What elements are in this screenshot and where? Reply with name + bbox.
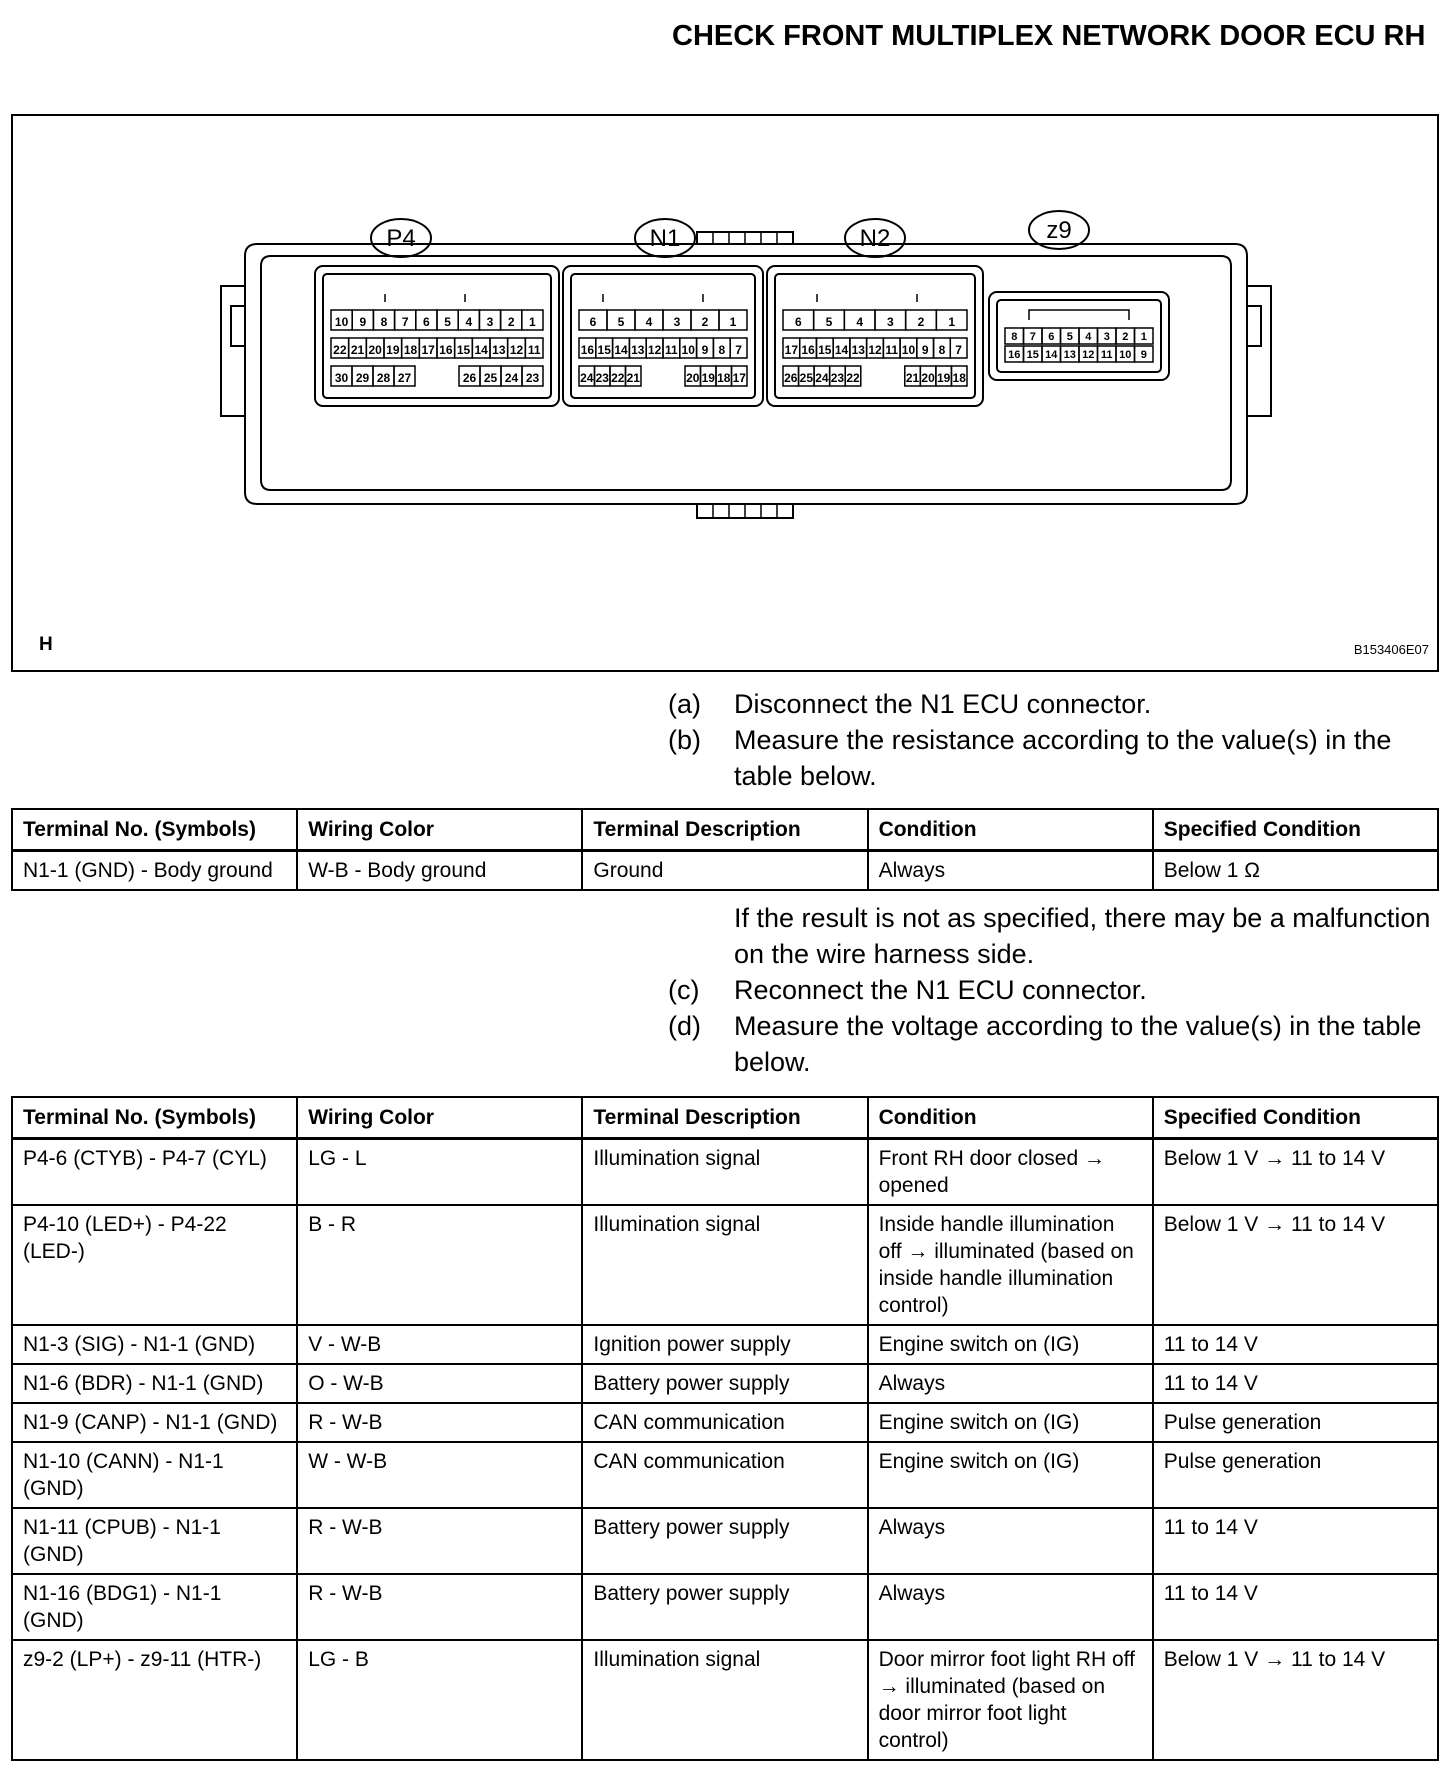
- voltage-table: [11, 1096, 1439, 1761]
- pin-number: 17: [784, 343, 799, 357]
- cell-wiring-color: R - W-B: [297, 1508, 582, 1574]
- cell-specified: 11 to 14 V: [1153, 1364, 1438, 1403]
- pin-number: 27: [397, 371, 412, 385]
- connector-label: N2: [859, 225, 891, 252]
- header-condition: Condition: [868, 809, 1153, 851]
- cell-specified: Below 1 Ω: [1153, 851, 1438, 891]
- pin-number: 11: [665, 343, 678, 357]
- step-a: [668, 686, 1448, 722]
- pin-number: 9: [921, 343, 929, 357]
- pin-number: 7: [1029, 331, 1036, 343]
- pin-number: 5: [1066, 331, 1073, 343]
- pin-number: 4: [856, 315, 864, 329]
- pin-number: 19: [701, 371, 715, 385]
- connector-label: N1: [649, 225, 681, 252]
- pin-number: 12: [868, 343, 882, 357]
- step-label: (b): [668, 725, 701, 755]
- header-terminal-description: Terminal Description: [582, 1097, 867, 1139]
- pin-number: 24: [504, 371, 519, 385]
- cell-terminal: N1-3 (SIG) - N1-1 (GND): [12, 1325, 297, 1364]
- ecu-housing: [245, 244, 1247, 504]
- pin-number: 1: [529, 315, 536, 329]
- pin-number: 10: [681, 343, 695, 357]
- cell-wiring-color: LG - B: [297, 1640, 582, 1760]
- pin-number: 12: [647, 343, 662, 357]
- header-specified-condition: Specified Condition: [1153, 1097, 1438, 1139]
- pin-number: 4: [465, 315, 473, 329]
- step-text: Measure the voltage according to the value(s) in the table below.: [734, 1011, 1422, 1077]
- pin-number: 3: [886, 315, 894, 329]
- cell-terminal: N1-11 (CPUB) - N1-1 (GND): [12, 1508, 297, 1574]
- cell-description: Battery power supply: [582, 1364, 867, 1403]
- cell-condition: Engine switch on (IG): [868, 1442, 1153, 1508]
- pin-number: 17: [421, 343, 435, 357]
- cell-condition: Always: [868, 1364, 1153, 1403]
- procedure-steps-2: [668, 900, 1448, 1080]
- guide-tick: [603, 294, 703, 302]
- step-c: [668, 972, 1448, 1008]
- connector-diagram: [11, 114, 1439, 672]
- pin-number: 5: [617, 315, 625, 329]
- pin-number: 24: [580, 371, 594, 385]
- cell-terminal: N1-10 (CANN) - N1-1 (GND): [12, 1442, 297, 1508]
- pin-number: 8: [380, 315, 388, 329]
- pin-number: 25: [483, 371, 498, 385]
- pin-number: 14: [1045, 349, 1058, 361]
- pin-number: 30: [334, 371, 349, 385]
- pin-number: 2: [917, 315, 925, 329]
- pin-number: 28: [376, 371, 391, 385]
- table-row: [12, 1574, 1438, 1640]
- cell-wiring-color: LG - L: [297, 1139, 582, 1206]
- cell-terminal: P4-10 (LED+) - P4-22 (LED-): [12, 1205, 297, 1325]
- pin-number: 17: [732, 371, 746, 385]
- cell-specified: 11 to 14 V: [1153, 1574, 1438, 1640]
- pin-number: 8: [938, 343, 946, 357]
- pin-number: 6: [1048, 331, 1055, 343]
- pin-number: 19: [936, 371, 951, 385]
- resistance-table: [11, 808, 1439, 891]
- cell-description: Battery power supply: [582, 1508, 867, 1574]
- step-label: (d): [668, 1011, 701, 1041]
- cell-condition: Always: [868, 851, 1153, 891]
- cell-condition: Engine switch on (IG): [868, 1403, 1153, 1442]
- pin-number: 14: [614, 343, 628, 357]
- note-text: If the result is not as specified, there may be a malfunction on the wire harness side.: [734, 903, 1431, 969]
- step-label: (c): [668, 975, 700, 1005]
- cell-condition: Always: [868, 1508, 1153, 1574]
- table-row: [12, 1640, 1438, 1760]
- pin-number: 6: [423, 315, 430, 329]
- pin-number: 11: [1100, 349, 1113, 361]
- procedure-steps-1: [668, 686, 1448, 794]
- cell-terminal: z9-2 (LP+) - z9-11 (HTR-): [12, 1640, 297, 1760]
- cell-condition: Door mirror foot light RH off → illuminated (based on door mirror foot light control): [868, 1640, 1153, 1760]
- figure-code: B153406E07: [1353, 642, 1429, 657]
- pin-number: 25: [799, 371, 814, 385]
- pin-number: 22: [611, 371, 625, 385]
- cell-description: Battery power supply: [582, 1574, 867, 1640]
- cell-description: CAN communication: [582, 1442, 867, 1508]
- pin-number: 4: [1085, 331, 1092, 343]
- step-text: Reconnect the N1 ECU connector.: [734, 975, 1147, 1005]
- cell-wiring-color: R - W-B: [297, 1403, 582, 1442]
- pin-number: 4: [645, 315, 653, 329]
- pin-number: 10: [334, 315, 349, 329]
- pin-number: 18: [952, 371, 966, 385]
- table-row: [12, 1325, 1438, 1364]
- pin-number: 9: [701, 343, 709, 357]
- pin-number: 1: [948, 315, 956, 329]
- header-terminal: Terminal No. (Symbols): [12, 809, 297, 851]
- cell-specified: Below 1 V → 11 to 14 V: [1153, 1205, 1438, 1325]
- pin-number: 20: [686, 371, 700, 385]
- cell-terminal: N1-6 (BDR) - N1-1 (GND): [12, 1364, 297, 1403]
- pin-number: 3: [673, 315, 681, 329]
- pin-number: 20: [368, 343, 382, 357]
- pin-number: 15: [597, 343, 611, 357]
- cell-terminal: N1-16 (BDG1) - N1-1 (GND): [12, 1574, 297, 1640]
- pin-number: 9: [1140, 349, 1147, 361]
- pin-number: 23: [830, 371, 845, 385]
- pin-number: 26: [784, 371, 798, 385]
- table-row: [12, 1403, 1438, 1442]
- pin-number: 6: [794, 315, 802, 329]
- pin-number: 15: [818, 343, 832, 357]
- pin-number: 3: [1103, 331, 1110, 343]
- pin-number: 23: [595, 371, 609, 385]
- left-tab-latch: [231, 306, 245, 346]
- cell-specified: 11 to 14 V: [1153, 1325, 1438, 1364]
- pin-number: 10: [1119, 349, 1132, 361]
- pin-number: 13: [631, 343, 645, 357]
- pin-number: 19: [386, 343, 400, 357]
- cell-specified: Pulse generation: [1153, 1442, 1438, 1508]
- cell-terminal: N1-9 (CANP) - N1-1 (GND): [12, 1403, 297, 1442]
- pin-number: 2: [701, 315, 709, 329]
- page-title: CHECK FRONT MULTIPLEX NETWORK DOOR ECU RH: [672, 20, 1426, 52]
- cell-description: Illumination signal: [582, 1205, 867, 1325]
- pin-number: 14: [474, 343, 488, 357]
- step-text: Disconnect the N1 ECU connector.: [734, 689, 1152, 719]
- pin-number: 18: [403, 343, 418, 357]
- header-terminal: Terminal No. (Symbols): [12, 1097, 297, 1139]
- pin-number: 16: [580, 343, 595, 357]
- pin-number: 21: [350, 343, 365, 357]
- cell-wiring-color: V - W-B: [297, 1325, 582, 1364]
- pin-number: 9: [359, 315, 367, 329]
- cell-condition: Engine switch on (IG): [868, 1325, 1153, 1364]
- pin-number: 16: [439, 343, 453, 357]
- cell-condition: Inside handle illumination off → illuminated (based on inside handle illumination control): [868, 1205, 1153, 1325]
- header-terminal-description: Terminal Description: [582, 809, 867, 851]
- step-d: [668, 1008, 1448, 1080]
- pin-number: 7: [401, 315, 409, 329]
- connector-label: P4: [386, 225, 416, 252]
- pin-number: 22: [846, 371, 860, 385]
- pin-number: 12: [1082, 349, 1095, 361]
- pin-number: 2: [1122, 331, 1129, 343]
- table-row: [12, 1442, 1438, 1508]
- pin-number: 15: [456, 343, 471, 357]
- pin-number: 22: [333, 343, 347, 357]
- header-specified-condition: Specified Condition: [1153, 809, 1438, 851]
- cell-terminal: N1-1 (GND) - Body ground: [12, 851, 297, 891]
- table-header-row: [12, 809, 1438, 851]
- pin-number: 26: [462, 371, 477, 385]
- table-row: [12, 1508, 1438, 1574]
- pin-number: 5: [444, 315, 451, 329]
- header-wiring-color: Wiring Color: [297, 809, 582, 851]
- pin-number: 13: [851, 343, 865, 357]
- pin-number: 3: [486, 315, 494, 329]
- pin-number: 24: [815, 371, 829, 385]
- step-text: Measure the resistance according to the value(s) in the table below.: [734, 725, 1392, 791]
- pin-number: 29: [355, 371, 370, 385]
- guide-tick: [385, 294, 465, 302]
- pin-number: 13: [1063, 349, 1076, 361]
- pin-number: 11: [527, 343, 541, 357]
- pin-number: 8: [1011, 331, 1018, 343]
- pin-number: 21: [905, 371, 920, 385]
- pin-number: 7: [955, 343, 962, 357]
- cell-condition: Front RH door closed → opened: [868, 1139, 1153, 1206]
- pin-number: 8: [718, 343, 726, 357]
- table-row: [12, 851, 1438, 891]
- pin-number: 11: [885, 343, 899, 357]
- pin-number: 12: [509, 343, 524, 357]
- pin-number: 6: [589, 315, 597, 329]
- header-condition: Condition: [868, 1097, 1153, 1139]
- cell-condition: Always: [868, 1574, 1153, 1640]
- cell-specified: 11 to 14 V: [1153, 1508, 1438, 1574]
- cell-wiring-color: B - R: [297, 1205, 582, 1325]
- connector-n1: [563, 266, 763, 406]
- cell-specified: Below 1 V → 11 to 14 V: [1153, 1640, 1438, 1760]
- cell-specified: Pulse generation: [1153, 1403, 1438, 1442]
- pin-number: 7: [735, 343, 742, 357]
- cell-description: Illumination signal: [582, 1640, 867, 1760]
- table-row: [12, 1139, 1438, 1206]
- result-note: [668, 900, 1448, 972]
- connector-label: z9: [1046, 217, 1072, 244]
- cell-wiring-color: O - W-B: [297, 1364, 582, 1403]
- table-row: [12, 1364, 1438, 1403]
- connector-n2: [767, 266, 983, 406]
- pin-number: 1: [1140, 331, 1147, 343]
- cell-specified: Below 1 V → 11 to 14 V: [1153, 1139, 1438, 1206]
- pin-number: 5: [825, 315, 833, 329]
- cell-description: Ground: [582, 851, 867, 891]
- pin-number: 2: [507, 315, 515, 329]
- cell-wiring-color: W-B - Body ground: [297, 851, 582, 891]
- figure-letter: H: [39, 634, 53, 655]
- ecu-connector-drawing: [13, 116, 1437, 670]
- pin-number: 18: [717, 371, 731, 385]
- pin-number: 16: [801, 343, 815, 357]
- guide-tick: [817, 294, 917, 302]
- pin-number: 13: [492, 343, 506, 357]
- pin-number: 21: [626, 371, 640, 385]
- pin-number: 16: [1008, 349, 1021, 361]
- cell-wiring-color: W - W-B: [297, 1442, 582, 1508]
- cell-wiring-color: R - W-B: [297, 1574, 582, 1640]
- right-tab-latch: [1247, 306, 1261, 346]
- pin-number: 15: [1026, 349, 1039, 361]
- step-b: [668, 722, 1448, 794]
- pin-number: 10: [901, 343, 916, 357]
- table-row: [12, 1205, 1438, 1325]
- cell-description: CAN communication: [582, 1403, 867, 1442]
- pin-number: 1: [729, 315, 737, 329]
- pin-number: 20: [921, 371, 935, 385]
- pin-number: 23: [525, 371, 540, 385]
- cell-description: Illumination signal: [582, 1139, 867, 1206]
- key-notch: [1029, 310, 1129, 320]
- pin-number: 14: [834, 343, 849, 357]
- cell-terminal: P4-6 (CTYB) - P4-7 (CYL): [12, 1139, 297, 1206]
- header-wiring-color: Wiring Color: [297, 1097, 582, 1139]
- step-label: (a): [668, 689, 701, 719]
- table-header-row: [12, 1097, 1438, 1139]
- cell-description: Ignition power supply: [582, 1325, 867, 1364]
